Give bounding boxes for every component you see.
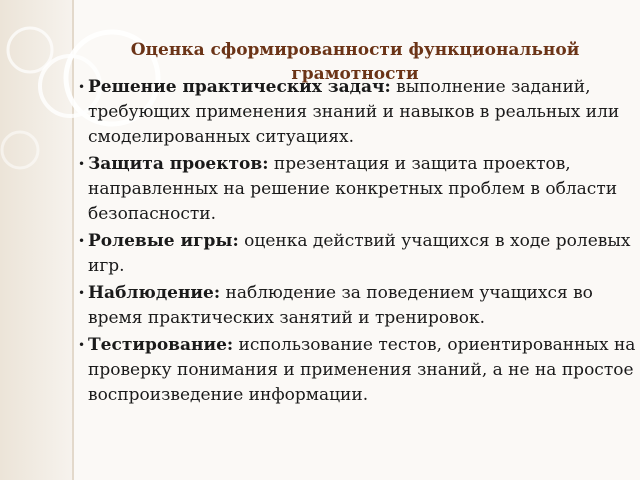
bullet-text: оценка действий учащихся в ходе ролевых игр. [88,231,631,276]
bullet-list [78,75,638,410]
bullet-icon: • [78,234,86,248]
bullet-icon: • [78,157,86,171]
bullet-term: Тестирование: [88,335,234,355]
bullet-text: выполнение заданий, требующих применения знаний и навыков в реальных или смоделированных ситуациях. [88,77,620,147]
bullet-item [78,281,638,331]
decor-circle-bottom [2,132,38,168]
bullet-icon: • [78,286,86,300]
bullet-item [78,229,638,279]
bullet-term: Ролевые игры: [88,231,239,251]
decor-circle-small [8,28,52,72]
bullet-term: Защита проектов: [88,154,269,174]
bullet-text: наблюдение за поведением учащихся во время практических занятий и тренировок. [88,283,593,328]
bullet-text: использование тестов, ориентированных на проверку понимания и применения знаний, а не на простое воспроизведение информации. [88,335,636,405]
bullet-item [78,152,638,227]
bullet-icon: • [78,80,86,94]
bullet-item [78,75,638,150]
bullet-text: презентация и защита проектов, направленных на решение конкретных проблем в области безопасности. [88,154,618,224]
bullet-term: Решение практических задач: [88,77,391,97]
slide-title: Оценка сформированности функциональной грамотности [130,40,580,84]
bullet-term: Наблюдение: [88,283,221,303]
bullet-item [78,333,638,408]
bullet-icon: • [78,338,86,352]
